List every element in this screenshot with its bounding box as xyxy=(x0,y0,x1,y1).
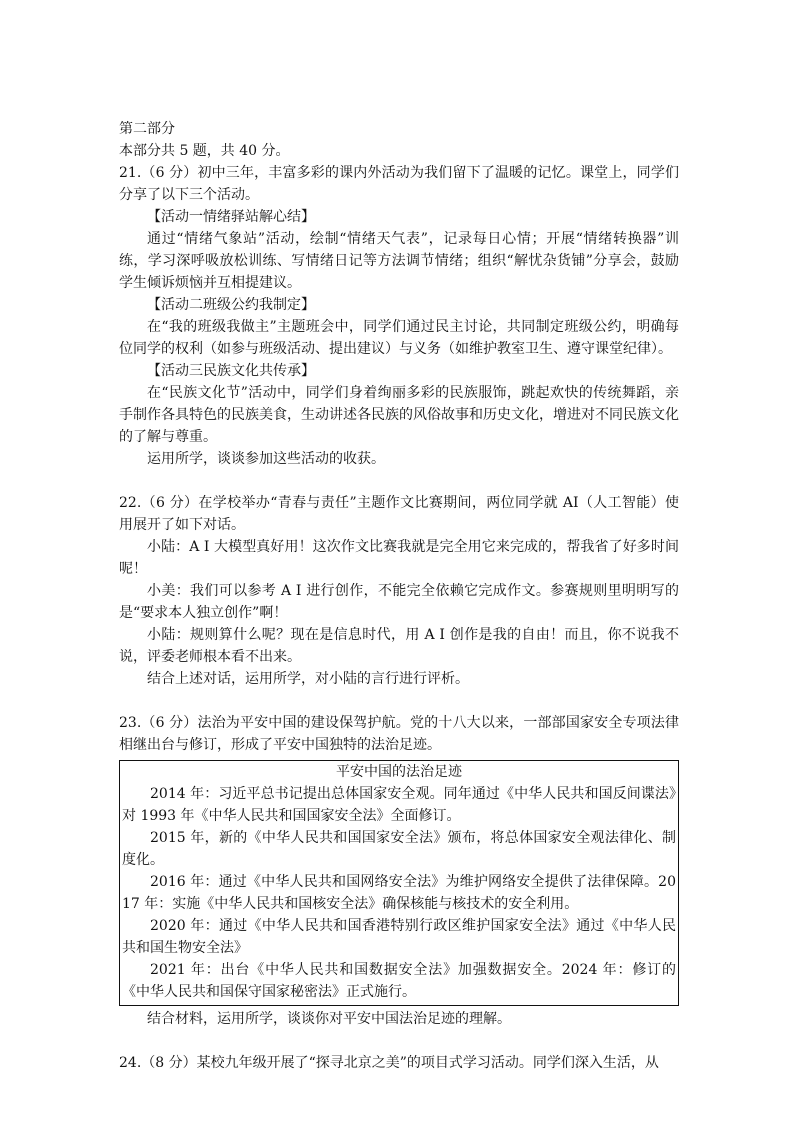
section-subtitle: 本部分共 5 题，共 40 分。 xyxy=(119,143,290,159)
material-entry-2021: 2021 年：出台《中华人民共和国数据安全法》加强数据安全。2024 年：修订的《中华人民共和国保守国家秘密法》正式施行。 xyxy=(122,962,676,1000)
section-title: 第二部分 xyxy=(119,121,175,137)
dialogue-line-1: 小陆：A I 大模型真好用！这次作文比赛我就是完全用它来完成的，帮我省了好多时间呢！ xyxy=(119,539,679,577)
material-box xyxy=(119,760,679,1006)
question-23-stem: 23.（6 分）法治为平安中国的建设保驾护航。党的十八大以来，一部部国家安全专项法律相继出台与修订，形成了平安中国独特的法治足迹。 xyxy=(119,715,679,753)
material-entry-2016: 2016 年：通过《中华人民共和国网络安全法》为维护网络安全提供了法律保障。2017 年：实施《中华人民共和国核安全法》确保核能与核技术的安全利用。 xyxy=(122,874,676,912)
dialogue-line-3: 小陆：规则算什么呢？现在是信息时代，用 A I 创作是我的自由！而且，你不说我不说，评委老师根本看不出来。 xyxy=(119,627,679,665)
dialogue-line-2: 小美：我们可以参考 A I 进行创作，不能完全依赖它完成作文。参赛规则里明明写的是“要求本人独立创作”啊！ xyxy=(119,583,679,621)
question-22-prompt: 结合上述对话，运用所学，对小陆的言行进行评析。 xyxy=(147,671,469,687)
question-21-stem: 21.（6 分）初中三年，丰富多彩的课内外活动为我们留下了温暖的记忆。课堂上，同学们分享了以下三个活动。 xyxy=(119,165,679,203)
question-24 xyxy=(119,1052,679,1074)
question-21 xyxy=(119,162,679,470)
activity-3-body: 在“民族文化节”活动中，同学们身着绚丽多彩的民族服饰，跳起欢快的传统舞蹈，亲手制作各具特色的民族美食，生动讲述各民族的风俗故事和历史文化，增进对不同民族文化的了解与尊重。 xyxy=(119,385,679,445)
material-entry-2014: 2014 年：习近平总书记提出总体国家安全观。同年通过《中华人民共和国反间谍法》对 1993 年《中华人民共和国国家安全法》全面修订。 xyxy=(122,786,676,824)
question-22 xyxy=(119,492,679,690)
spacer xyxy=(119,690,679,712)
material-entry-2015: 2015 年，新的《中华人民共和国国家安全法》颁布，将总体国家安全观法律化、制度化。 xyxy=(122,830,676,868)
activity-3-title: 【活动三民族文化共传承】 xyxy=(147,363,315,379)
question-23-prompt: 结合材料，运用所学，谈谈你对平安中国法治足迹的理解。 xyxy=(147,1011,511,1027)
activity-2-body: 在“我的班级我做主”主题班会中，同学们通过民主讨论，共同制定班级公约，明确每位同学的权利（如参与班级活动、提出建议）与义务（如维护教室卫生、遵守课堂纪律）。 xyxy=(119,319,679,357)
activity-2-title: 【活动二班级公约我制定】 xyxy=(147,297,315,313)
question-24-stem: 24.（8 分）某校九年级开展了“探寻北京之美”的项目式学习活动。同学们深入生活，从 xyxy=(119,1055,659,1071)
question-21-prompt: 运用所学，谈谈参加这些活动的收获。 xyxy=(147,451,385,467)
question-22-stem: 22.（6 分）在学校举办“青春与责任”主题作文比赛期间，两位同学就 AI（人工智能）使用展开了如下对话。 xyxy=(119,495,679,533)
spacer xyxy=(119,470,679,492)
material-entry-2020: 2020 年：通过《中华人民共和国香港特别行政区维护国家安全法》通过《中华人民共和国生物安全法》 xyxy=(122,918,676,956)
question-23 xyxy=(119,712,679,1030)
spacer xyxy=(119,1030,679,1052)
activity-1-title: 【活动一情绪驿站解心结】 xyxy=(147,209,315,225)
exam-page xyxy=(119,118,679,1074)
material-box-title: 平安中国的法治足迹 xyxy=(336,764,462,780)
activity-1-body: 通过“情绪气象站”活动，绘制“情绪天气表”，记录每日心情；开展“情绪转换器”训练，学习深呼吸放松训练、写情绪日记等方法调节情绪；组织“解忧杂货铺”分享会，鼓励学生倾诉烦恼并互相提建议。 xyxy=(119,231,679,291)
